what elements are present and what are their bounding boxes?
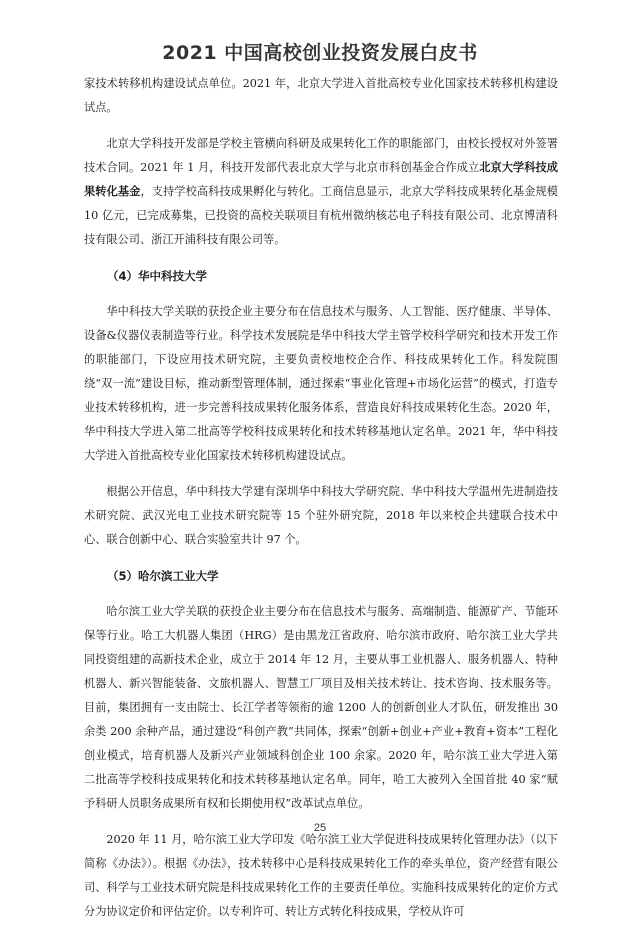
paragraph-text: ，支持学校高科技成果孵化与转化。工商信息显示，北京大学科技成果转化基金规模 10 亿元，已完成募集，已投资的高校关联项目有杭州微纳核芯电子科技有限公司、北京博清科技有限公司、浙江开浦科技有限公司等。 bbox=[84, 185, 558, 246]
paragraph-continuation: 家技术转移机构建设试点单位。2021 年，北京大学进入首批高校专业化国家技术转移机构建设试点。 bbox=[84, 77, 558, 114]
paragraph-hit-policy: 2020 年 11 月，哈尔滨工业大学印发《哈尔滨工业大学促进科技成果转化管理办法》（以下简称《办法》）。根据《办法》，技术转移中心是科技成果转化工作的牵头单位，资产经营有限公司、科学与工业技术研究院是科技成果转化工作的主要责任单位。实施科技成果转化的定价方式分为协议定价和评估定价。以专利许可、转让方式转化科技成果，学校从许可 bbox=[84, 833, 558, 918]
page-title: 2021 中国高校创业投资发展白皮书 bbox=[162, 42, 478, 64]
fund-name-bold: 北京大学科技成果转化基金 bbox=[84, 161, 558, 198]
section-heading-hit: （5）哈尔滨工业大学 bbox=[107, 569, 219, 583]
page-number: 25 bbox=[313, 822, 327, 834]
paragraph-hust-overview: 华中科技大学关联的获投企业主要分布在信息技术与服务、人工智能、医疗健康、半导体、设备&仪器仪表制造等行业。科学技术发展院是华中科技大学主管学校科学研究和技术开发工作的职能部门，下设应用技术研究院，主要负责校地校企合作、科技成果转化工作。科发院围绕“双一流”建设目标，推动新型管理体制，通过探索“事业化管理+市场化运营”的模式，打造专业技术转移机构，进一步完善科技成果转化服务体系，营造良好科技成果转化生态。2020 年，华中科技大学进入第二批高等学校科技成果转化和技术转移基地认定名单。2021 年，华中科技大学进入首批高校专业化国家技术转移机构建设试点。 bbox=[84, 305, 558, 462]
paragraph-pku-tech-dev bbox=[84, 132, 558, 252]
paragraph-text: 北京大学科技开发部是学校主管横向科研及成果转化工作的职能部门，由校长授权对外签署技术合同。2021 年 1 月，科技开发部代表北京大学与北京市科创基金合作成立 bbox=[84, 137, 558, 174]
paragraph-hust-institutes: 根据公开信息，华中科技大学建有深圳华中科技大学研究院、华中科技大学温州先进制造技术研究院、武汉光电工业技术研究院等 15 个驻外研究院，2018 年以来校企共建联合技术中心、联合创新中心、联合实验室共计 97 个。 bbox=[84, 485, 558, 546]
paragraph-hit-overview: 哈尔滨工业大学关联的获投企业主要分布在信息技术与服务、高端制造、能源矿产、节能环保等行业。哈工大机器人集团（HRG）是由黑龙江省政府、哈尔滨市政府、哈尔滨工业大学共同投资组建的高新技术企业，成立于 2014 年 12 月，主要从事工业机器人、服务机器人、特种机器人、新兴智能装备、文旅机器人、智慧工厂项目及相关技术转让、技术咨询、技术服务等。目前，集团拥有一支由院士、长江学者等领衔的逾 1200 人的创新创业人才队伍，研发推出 30 余类 200 余种产品，通过建设“科创产教”共同体，探索“创新+创业+产业+教育+资本”工程化创业模式，培育机器人及新兴产业领域科创企业 100 余家。2020 年，哈尔滨工业大学进入第二批高等学校科技成果转化和技术转移基地认定名单。同年，哈工大被列入全国首批 40 家“赋予科研人员职务成果所有权和长期使用权”改革试点单位。 bbox=[84, 605, 558, 810]
document-body bbox=[84, 72, 558, 936]
section-heading-hust: （4）华中科技大学 bbox=[107, 269, 208, 283]
